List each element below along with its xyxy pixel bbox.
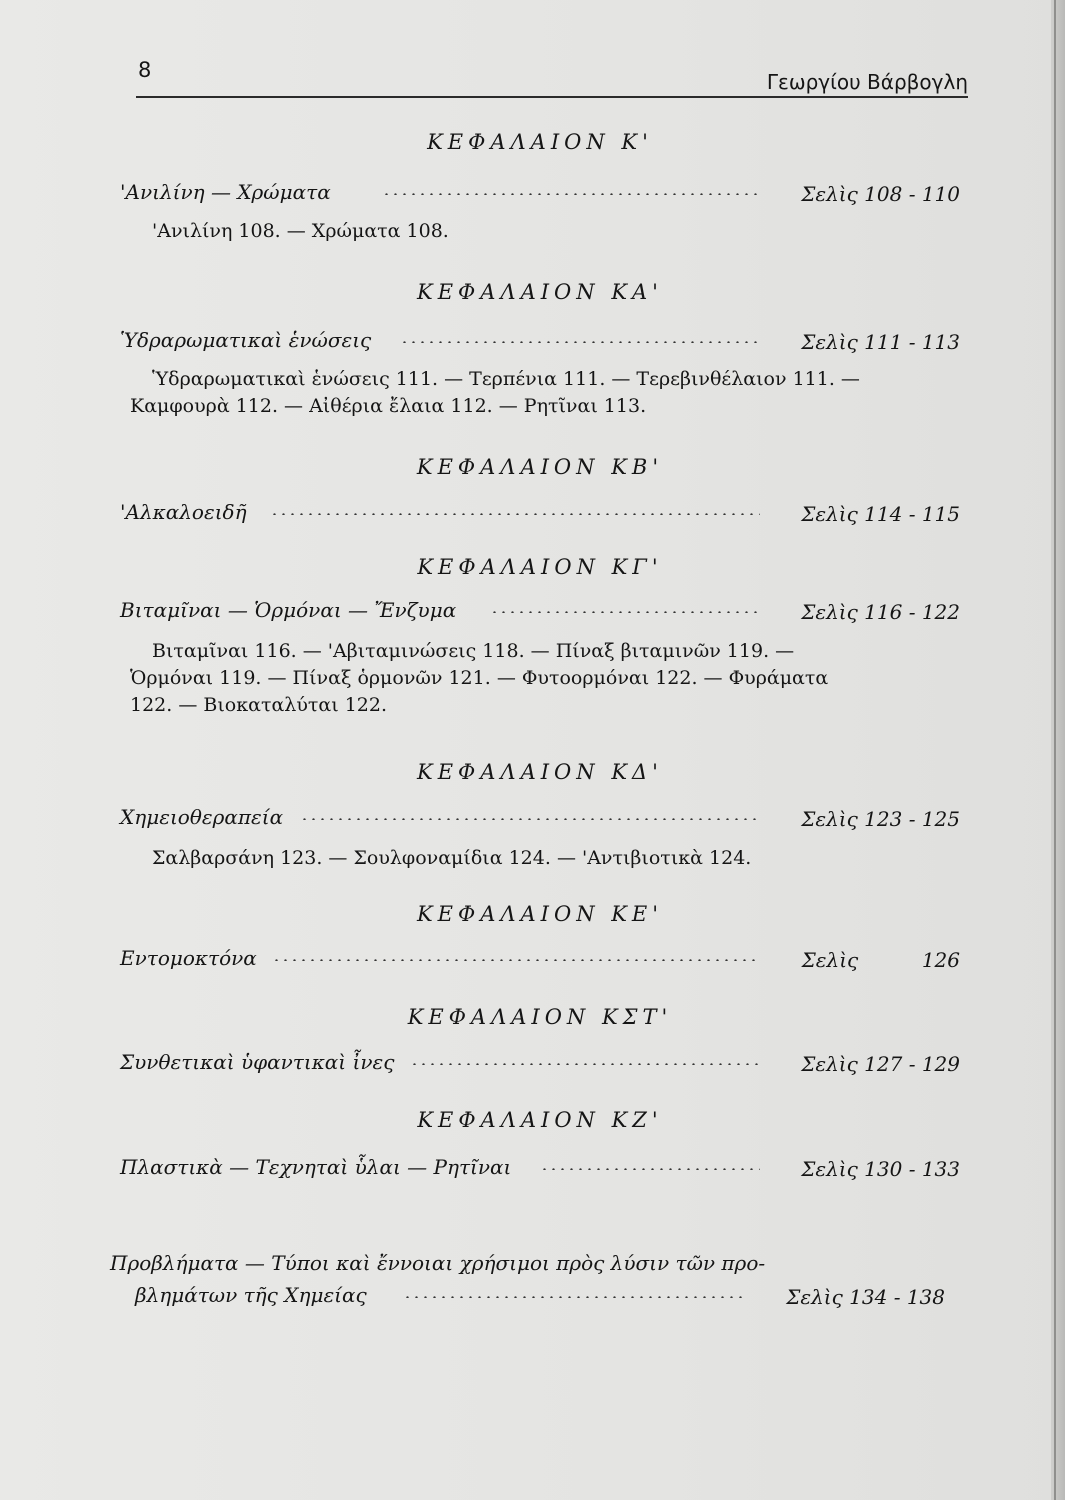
entry-pages: Σελὶς 123 - 125 xyxy=(801,807,960,831)
page-header xyxy=(136,58,968,98)
toc-entry xyxy=(120,1050,960,1082)
chapter-heading: ΚΕΦΑΛΑΙΟΝ ΚΕ' xyxy=(416,902,664,926)
dot-leader xyxy=(400,341,760,343)
entry-title: Βιταμῖναι — Ὁρμόναι — Ἔνζυμα xyxy=(120,598,457,622)
chapter-heading: ΚΕΦΑΛΑΙΟΝ ΚΣΤ' xyxy=(407,1005,673,1029)
entry-pages: Σελὶς 116 - 122 xyxy=(801,600,960,624)
entry-pages: Σελὶς 127 - 129 xyxy=(801,1052,960,1076)
dot-leader xyxy=(540,1168,760,1170)
chapter-heading: ΚΕΦΑΛΑΙΟΝ ΚΒ' xyxy=(416,455,664,479)
chapter-heading: ΚΕΦΑΛΑΙΟΝ ΚΑ' xyxy=(417,280,663,304)
final-entry-line2 xyxy=(135,1283,945,1315)
chapter-heading: ΚΕΦΑΛΑΙΟΝ ΚΓ' xyxy=(417,555,663,579)
dot-leader xyxy=(410,1063,760,1065)
entry-title: Ὑδραρωματικαὶ ἑνώσεις xyxy=(120,328,372,352)
dot-leader xyxy=(403,1296,745,1298)
dot-leader xyxy=(300,818,760,820)
entry-pages: Σελὶς 111 - 113 xyxy=(801,330,960,354)
chapter-heading: ΚΕΦΑΛΑΙΟΝ ΚΔ' xyxy=(417,760,663,784)
running-head: Γεωργίου Βάρβογλη xyxy=(766,70,968,94)
toc-entry xyxy=(120,328,960,360)
final-entry xyxy=(110,1248,870,1279)
toc-entry xyxy=(120,1155,960,1187)
entry-detail: Ὑδραρωματικαὶ ἑνώσεις 111. — Τερπένια 111. — Τερεβινθέλαιον 111. — Καμφουρὰ 112. — Αἰθέρια ἔλαια 112. — Ρητῖναι 113. xyxy=(130,368,860,417)
entry-pages: Σελὶς 130 - 133 xyxy=(801,1157,960,1181)
toc-entry xyxy=(120,946,960,978)
entry-pages: Σελὶς 108 - 110 xyxy=(801,182,960,206)
entry-detail: 'Ανιλίνη 108. — Χρώματα 108. xyxy=(152,220,449,242)
entry-pages: Σελὶς 126 xyxy=(801,948,960,972)
dot-leader xyxy=(382,193,760,195)
chapter-heading: ΚΕΦΑΛΑΙΟΝ Κ' xyxy=(427,130,653,154)
page-edge-line xyxy=(1054,0,1056,1500)
entry-title: βλημάτων τῆς Χημείας xyxy=(135,1283,367,1307)
page-number: 8 xyxy=(138,58,152,82)
entry-pages: Σελὶς 134 - 138 xyxy=(786,1285,945,1309)
entry-pages: Σελὶς 114 - 115 xyxy=(801,502,960,526)
toc-entry xyxy=(120,180,960,212)
toc-entry xyxy=(120,805,960,837)
toc-entry xyxy=(120,500,960,532)
entry-title: Χημειοθεραπεία xyxy=(120,805,284,829)
chapter-heading: ΚΕΦΑΛΑΙΟΝ ΚΖ' xyxy=(417,1108,663,1132)
entry-detail: Σαλβαρσάνη 123. — Σουλφοναμίδια 124. — 'Αντιβιοτικὰ 124. xyxy=(152,847,752,869)
entry-title: Εντομοκτόνα xyxy=(120,946,257,970)
header-rule xyxy=(136,96,968,98)
entry-title: 'Ανιλίνη — Χρώματα xyxy=(120,180,331,204)
entry-detail: Βιταμῖναι 116. — 'Αβιταμινώσεις 118. — Πίναξ βιταμινῶν 119. — Ὁρμόναι 119. — Πίναξ ὁρμονῶν 121. — Φυτοορμόναι 122. — Φυράματα 122. — Βιοκαταλύται 122. xyxy=(130,640,829,716)
entry-title: Πλαστικὰ — Τεχνηταὶ ὗλαι — Ρητῖναι xyxy=(120,1155,512,1179)
toc-entry xyxy=(120,598,960,630)
entry-title: Συνθετικαὶ ὑφαντικαὶ ἶνες xyxy=(120,1050,395,1074)
dot-leader xyxy=(270,513,760,515)
final-entry-line1: Προβλήματα — Τύποι καὶ ἔννοιαι χρήσιμοι πρὸς λύσιν τῶν προ- xyxy=(110,1251,766,1275)
entry-title: 'Αλκαλοειδῆ xyxy=(120,500,247,524)
dot-leader xyxy=(490,611,760,613)
dot-leader xyxy=(272,959,760,961)
